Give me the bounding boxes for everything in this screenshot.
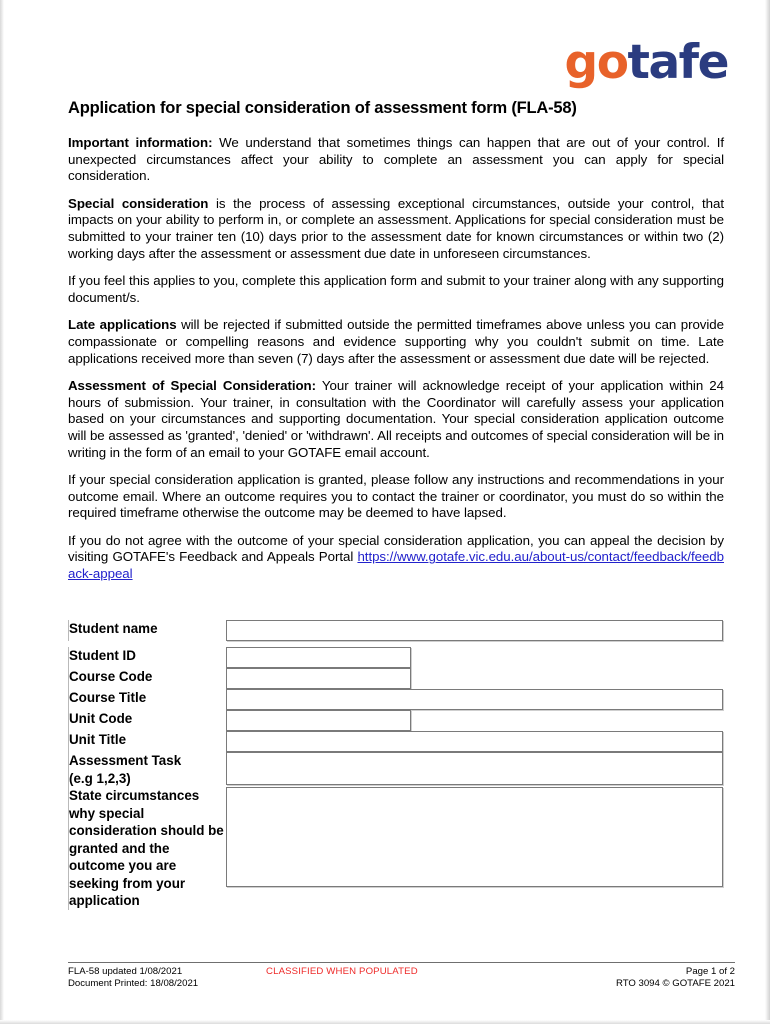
- paragraph-2-text: is the process of assessing exceptional circumstances, outside your control, that impacts on your ability to perform in, or complete an assessment. Applications for special consideration must be submitted to your trainer ten (10) days prior to the assessment date for known circumstances or within two (2) working days after the assessment or assessment due date in unforeseen circumstances.: [68, 195, 724, 261]
- footer-rto-copyright: RTO 3094 © GOTAFE 2021: [615, 977, 735, 989]
- logo-tafe-text: tafe: [627, 34, 728, 90]
- page-edge-shadow-right: [765, 0, 770, 1024]
- paragraph-if-applies: If you feel this applies to you, complete this application form and submit to your trainer along with any supporting document/s.: [68, 273, 724, 305]
- footer-classification-notice: CLASSIFIED WHEN POPULATED: [266, 966, 418, 977]
- table-row: [69, 668, 727, 689]
- unit-code-input[interactable]: [226, 710, 411, 731]
- gotafe-logo: [565, 33, 728, 91]
- unit-title-input[interactable]: [226, 731, 723, 752]
- table-row: [69, 647, 727, 668]
- document-body: [68, 135, 724, 583]
- paragraph-2-lead: Special consideration: [68, 195, 209, 211]
- paragraph-1-text: We understand that sometimes things can happen that are out of your control. If unexpected circumstances affect your ability to complete an assessment you can apply for special consideration.: [68, 135, 725, 184]
- logo-go-text: go: [564, 34, 628, 90]
- footer-print-date: Document Printed: 18/08/2021: [68, 977, 199, 989]
- page-footer: [68, 962, 735, 994]
- state-circumstances-textarea[interactable]: [226, 787, 723, 887]
- table-row: [69, 731, 727, 752]
- page-edge-shadow-left: [0, 0, 4, 1024]
- label-state-circumstances: State circumstances why special consideration should be granted and the outcome you are seeking from your application: [69, 788, 224, 908]
- label-assessment-task-line2: (e.g 1,2,3): [69, 770, 131, 786]
- footer-left: [68, 966, 198, 989]
- footer-document-version: FLA-58 updated 1/08/2021: [68, 966, 183, 977]
- paragraph-4-text: will be rejected if submitted outside the permitted timeframes above unless you can provide compassionate or compelling reasons and evidence supporting why you couldn't submit on time. Late applications received more than seven (7) days after the assessment or assessment due date will be rejected.: [68, 317, 724, 366]
- page-edge-shadow-bottom: [0, 1020, 770, 1024]
- label-assessment-task: [69, 752, 226, 787]
- paragraph-late-applications: [68, 317, 724, 367]
- footer-page-number: Page 1 of 2: [685, 966, 735, 977]
- paragraph-5-text: Your trainer will acknowledge receipt of your application within 24 hours of submission. Your trainer, in consultation with the Coordinator will carefully assess your application based on your circumstances and supporting documentation. Your special consideration application outcome will be assessed as 'granted', 'denied' or 'withdrawn'. All receipts and outcomes of special consideration will be in writing in the form of an email to your GOTAFE email account.: [68, 378, 724, 460]
- label-unit-code: Unit Code: [69, 710, 226, 731]
- page-title: Application for special consideration of assessment form (FLA-58): [68, 99, 577, 117]
- table-row: [69, 752, 727, 787]
- table-row: [69, 787, 727, 910]
- table-row: [69, 689, 727, 710]
- paragraph-4-lead: Late applications: [68, 317, 177, 333]
- student-name-input[interactable]: [226, 620, 723, 641]
- paragraph-1-lead: Important information:: [68, 135, 213, 150]
- footer-right: [616, 966, 735, 989]
- paragraph-appeals: [68, 533, 724, 583]
- course-title-input[interactable]: [226, 689, 723, 710]
- paragraph-important-information: [68, 135, 724, 185]
- assessment-task-input[interactable]: [226, 752, 723, 785]
- paragraph-5-lead: Assessment of Special Consideration:: [68, 378, 317, 394]
- course-code-input[interactable]: [226, 668, 411, 689]
- label-student-id: Student ID: [69, 647, 226, 668]
- label-student-name: Student name: [69, 620, 226, 641]
- paragraph-assessment-of-special-consideration: [68, 378, 724, 461]
- label-assessment-task-line1: Assessment Task: [69, 753, 182, 768]
- feedback-appeal-link[interactable]: https://www.gotafe.vic.edu.au/about-us/contact/feedback/feedback-appeal: [68, 549, 724, 582]
- student-id-input[interactable]: [226, 647, 411, 668]
- paragraph-if-granted: If your special consideration application is granted, please follow any instructions and recommendations in your outcome email. Where an outcome requires you to contact the trainer or coordinator, you must do so within the required timeframe otherwise the outcome may be deemed to have lapsed.: [68, 472, 724, 521]
- label-course-code: Course Code: [69, 668, 226, 689]
- paragraph-special-consideration: [68, 196, 724, 262]
- table-row: [69, 710, 727, 731]
- table-row: [69, 620, 727, 641]
- application-form-table: [68, 620, 726, 910]
- paragraph-7-text: If you do not agree with the outcome of your special consideration application, you can appeal the decision by visiting GOTAFE's Feedback and Appeals Portal: [68, 532, 724, 565]
- label-course-title: Course Title: [69, 689, 226, 710]
- label-unit-title: Unit Title: [69, 731, 226, 752]
